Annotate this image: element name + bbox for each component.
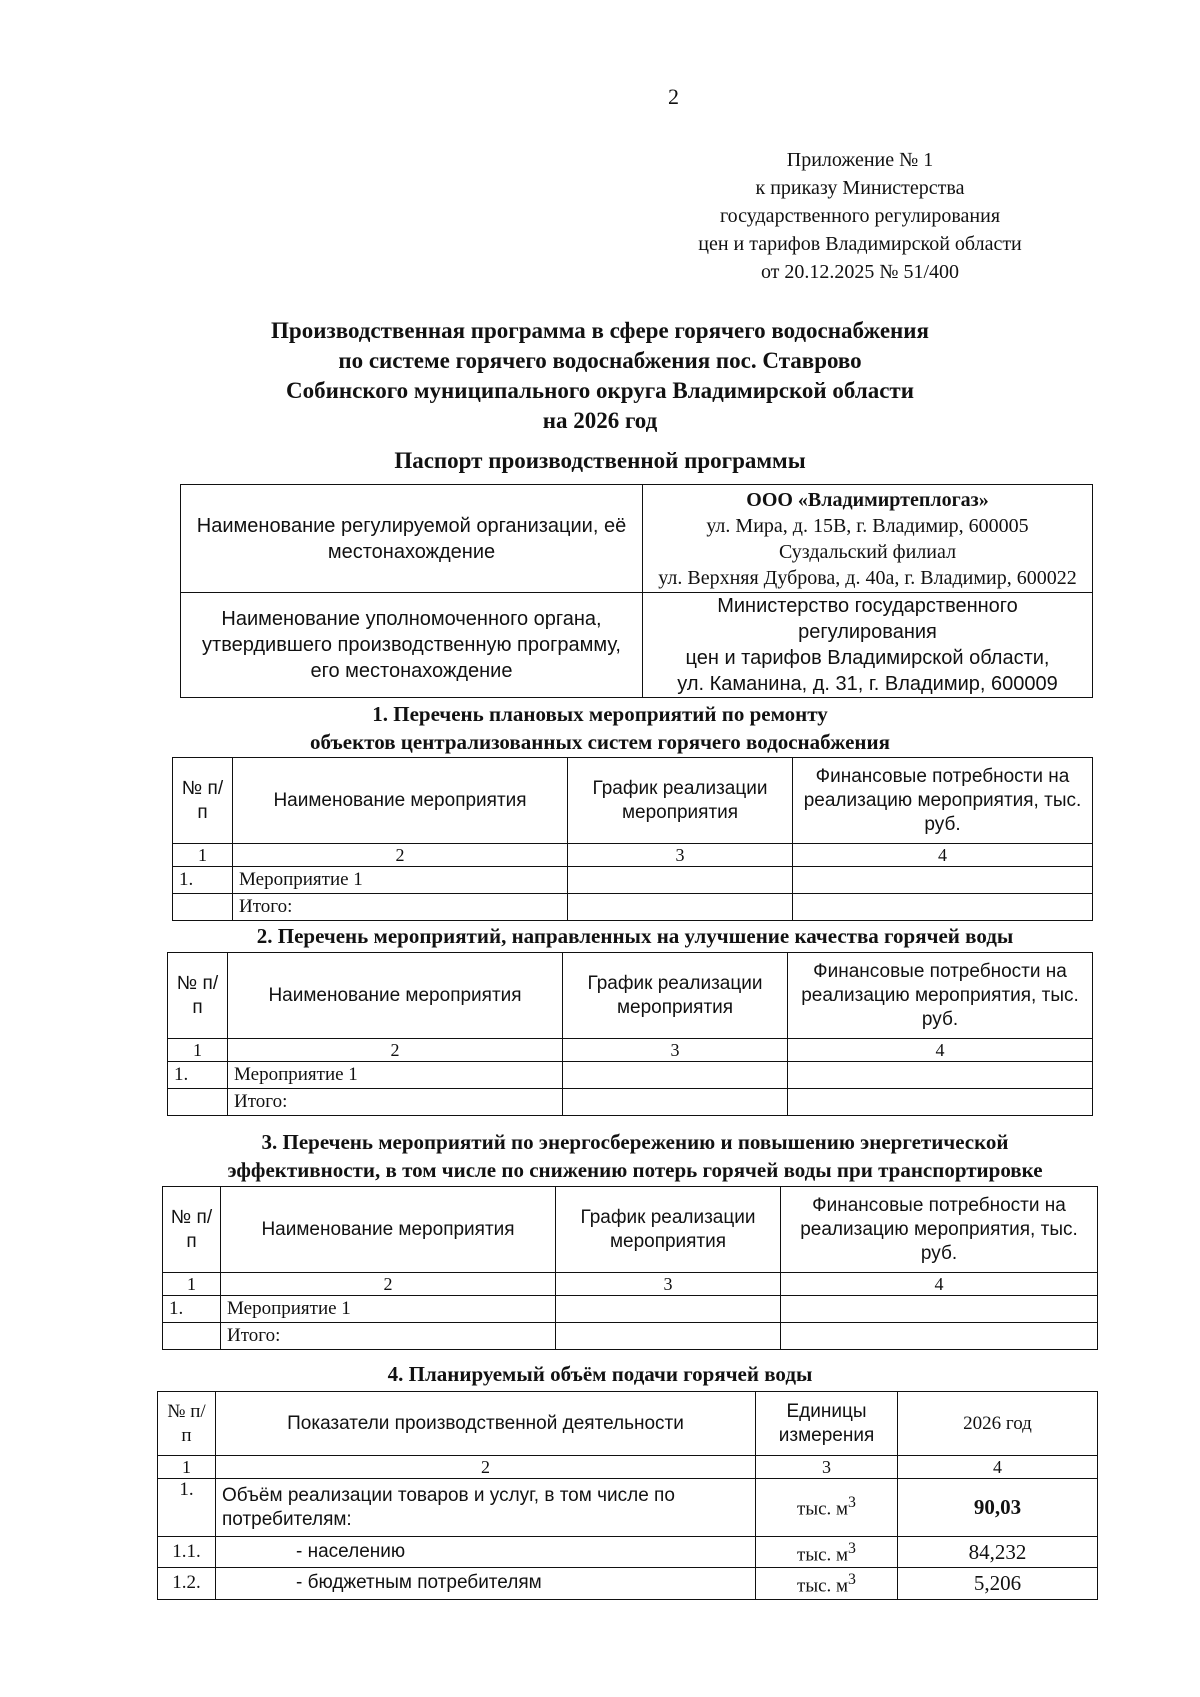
- section-3-table: [162, 1186, 1098, 1350]
- unit-label: тыс. м: [797, 1544, 849, 1566]
- column-number: 3: [756, 1456, 898, 1479]
- activity-name: Мероприятие 1: [221, 1296, 556, 1323]
- table-row: [173, 867, 1093, 894]
- col-num-header: № п/п: [173, 758, 233, 844]
- unit-superscript: 3: [848, 1540, 856, 1557]
- heading-line: объектов централизованных систем горячего водоснабжения: [310, 730, 890, 754]
- column-number-row: [168, 1039, 1093, 1062]
- row-number: [168, 1089, 228, 1116]
- title-line: на 2026 год: [542, 408, 658, 433]
- col-indicator-header: Показатели производственной деятельности: [216, 1392, 756, 1456]
- row-number: 1.: [158, 1479, 216, 1537]
- column-number: 2: [221, 1273, 556, 1296]
- column-number: 2: [233, 844, 568, 867]
- organization-label: Наименование регулируемой организации, её местонахождение: [181, 485, 643, 593]
- row-number: [173, 894, 233, 921]
- schedule-cell: [568, 867, 793, 894]
- row-number: 1.1.: [158, 1537, 216, 1568]
- section-4-table: [157, 1391, 1098, 1600]
- table-row: [168, 1062, 1093, 1089]
- column-number: 2: [216, 1456, 756, 1479]
- finance-cell: [781, 1296, 1098, 1323]
- table-row: [173, 894, 1093, 921]
- row-number: 1.2.: [158, 1568, 216, 1599]
- title-line: Производственная программа в сфере горячего водоснабжения: [271, 318, 929, 343]
- authority-line: Министерство государственного регулирования: [717, 595, 1018, 643]
- col-unit-header: Единицы измерения: [756, 1392, 898, 1456]
- authority-label: Наименование уполномоченного органа, утвердившего производственную программу, его местонахождение: [181, 593, 643, 698]
- document-title: [150, 316, 1050, 436]
- heading-line: 2. Перечень мероприятий, направленных на улучшение качества горячей воды: [256, 924, 1014, 948]
- finance-cell: [788, 1062, 1093, 1089]
- section-2-heading: [150, 922, 1120, 950]
- authority-value: [643, 593, 1093, 698]
- column-number: 3: [568, 844, 793, 867]
- table-header-row: [158, 1392, 1098, 1456]
- page-number: 2: [668, 84, 679, 109]
- column-number: 3: [556, 1273, 781, 1296]
- column-number-row: [158, 1456, 1098, 1479]
- schedule-cell: [563, 1062, 788, 1089]
- title-line: Собинского муниципального округа Владимирской области: [286, 378, 914, 403]
- table-row: [158, 1537, 1098, 1568]
- col-finance-header: Финансовые потребности на реализацию мероприятия, тыс. руб.: [781, 1187, 1098, 1273]
- organization-branch: Суздальский филиал: [778, 540, 957, 563]
- finance-cell: [793, 867, 1093, 894]
- table-row: [168, 1089, 1093, 1116]
- appendix-line: от 20.12.2025 № 51/400: [760, 261, 960, 283]
- column-number: 3: [563, 1039, 788, 1062]
- authority-line: цен и тарифов Владимирской области,: [685, 647, 1050, 669]
- unit-superscript: 3: [848, 1571, 856, 1589]
- schedule-cell: [568, 894, 793, 921]
- authority-line: ул. Каманина, д. 31, г. Владимир, 600009: [677, 673, 1058, 695]
- col-num-header: № п/п: [163, 1187, 221, 1273]
- table-row: [158, 1479, 1098, 1537]
- unit-label: тыс. м: [797, 1498, 849, 1520]
- indicator-name: - населению: [216, 1537, 756, 1568]
- column-number: 4: [898, 1456, 1098, 1479]
- appendix-line: цен и тарифов Владимирской области: [698, 233, 1022, 255]
- table-row: [163, 1296, 1098, 1323]
- unit-superscript: 3: [848, 1494, 856, 1512]
- column-number: 1: [158, 1456, 216, 1479]
- section-2-table: [167, 952, 1093, 1116]
- column-number-row: [163, 1273, 1098, 1296]
- unit-cell: [756, 1537, 898, 1568]
- section-4-heading: 4. Планируемый объём подачи горячей воды: [387, 1362, 813, 1386]
- organization-address: ул. Мира, д. 15В, г. Владимир, 600005: [706, 514, 1029, 537]
- column-number: 4: [788, 1039, 1093, 1062]
- heading-line: эффективности, в том числе по снижению потерь горячей воды при транспортировке: [227, 1158, 1043, 1182]
- branch-address: ул. Верхняя Дуброва, д. 40а, г. Владимир, 600022: [658, 566, 1077, 589]
- total-label: Итого:: [221, 1323, 556, 1350]
- table-header-row: [173, 758, 1093, 844]
- value-cell: 84,232: [898, 1537, 1098, 1568]
- column-number: 4: [781, 1273, 1098, 1296]
- table-header-row: [163, 1187, 1098, 1273]
- table-row: [158, 1568, 1098, 1599]
- heading-line: 1. Перечень плановых мероприятий по ремонту: [372, 702, 828, 726]
- schedule-cell: [556, 1296, 781, 1323]
- unit-label: тыс. м: [797, 1575, 849, 1597]
- heading-line: 3. Перечень мероприятий по энергосбережению и повышению энергетической: [261, 1130, 1009, 1154]
- table-row: [163, 1323, 1098, 1350]
- value-cell: 90,03: [898, 1479, 1098, 1537]
- passport-heading: Паспорт производственной программы: [394, 448, 806, 473]
- column-number: 1: [168, 1039, 228, 1062]
- column-number: 1: [163, 1273, 221, 1296]
- section-3-heading: [150, 1128, 1120, 1184]
- table-row: [181, 593, 1093, 698]
- activity-name: Мероприятие 1: [228, 1062, 563, 1089]
- unit-cell: [756, 1568, 898, 1599]
- organization-name: ООО «Владимиртеплогаз»: [746, 488, 989, 511]
- finance-cell: [781, 1323, 1098, 1350]
- column-number-row: [173, 844, 1093, 867]
- table-row: [181, 485, 1093, 593]
- col-schedule-header: График реализации мероприятия: [563, 953, 788, 1039]
- passport-table: [180, 484, 1093, 698]
- row-number: [163, 1323, 221, 1350]
- column-number: 4: [793, 844, 1093, 867]
- column-number: 1: [173, 844, 233, 867]
- appendix-line: к приказу Министерства: [755, 177, 965, 199]
- indicator-name: Объём реализации товаров и услуг, в том числе по потребителям:: [216, 1479, 756, 1537]
- col-schedule-header: График реализации мероприятия: [568, 758, 793, 844]
- total-label: Итого:: [228, 1089, 563, 1116]
- row-number: 1.: [163, 1296, 221, 1323]
- col-finance-header: Финансовые потребности на реализацию мероприятия, тыс. руб.: [788, 953, 1093, 1039]
- total-label: Итого:: [233, 894, 568, 921]
- col-finance-header: Финансовые потребности на реализацию мероприятия, тыс. руб.: [793, 758, 1093, 844]
- section-1-table: [172, 757, 1093, 921]
- row-number: 1.: [173, 867, 233, 894]
- unit-cell: [756, 1479, 898, 1537]
- col-num-header: № п/п: [168, 953, 228, 1039]
- schedule-cell: [563, 1089, 788, 1116]
- table-header-row: [168, 953, 1093, 1039]
- col-name-header: Наименование мероприятия: [233, 758, 568, 844]
- schedule-cell: [556, 1323, 781, 1350]
- col-year-header: 2026 год: [898, 1392, 1098, 1456]
- finance-cell: [793, 894, 1093, 921]
- col-num-header: № п/п: [158, 1392, 216, 1456]
- col-name-header: Наименование мероприятия: [228, 953, 563, 1039]
- appendix-line: Приложение № 1: [786, 149, 934, 171]
- col-schedule-header: График реализации мероприятия: [556, 1187, 781, 1273]
- appendix-block: [650, 146, 1070, 286]
- finance-cell: [788, 1089, 1093, 1116]
- value-cell: 5,206: [898, 1568, 1098, 1599]
- col-name-header: Наименование мероприятия: [221, 1187, 556, 1273]
- activity-name: Мероприятие 1: [233, 867, 568, 894]
- row-number: 1.: [168, 1062, 228, 1089]
- section-1-heading: [150, 700, 1050, 756]
- column-number: 2: [228, 1039, 563, 1062]
- indicator-name: - бюджетным потребителям: [216, 1568, 756, 1599]
- title-line: по системе горячего водоснабжения пос. Ставрово: [338, 348, 862, 373]
- appendix-line: государственного регулирования: [719, 205, 1001, 227]
- organization-value: [643, 485, 1093, 593]
